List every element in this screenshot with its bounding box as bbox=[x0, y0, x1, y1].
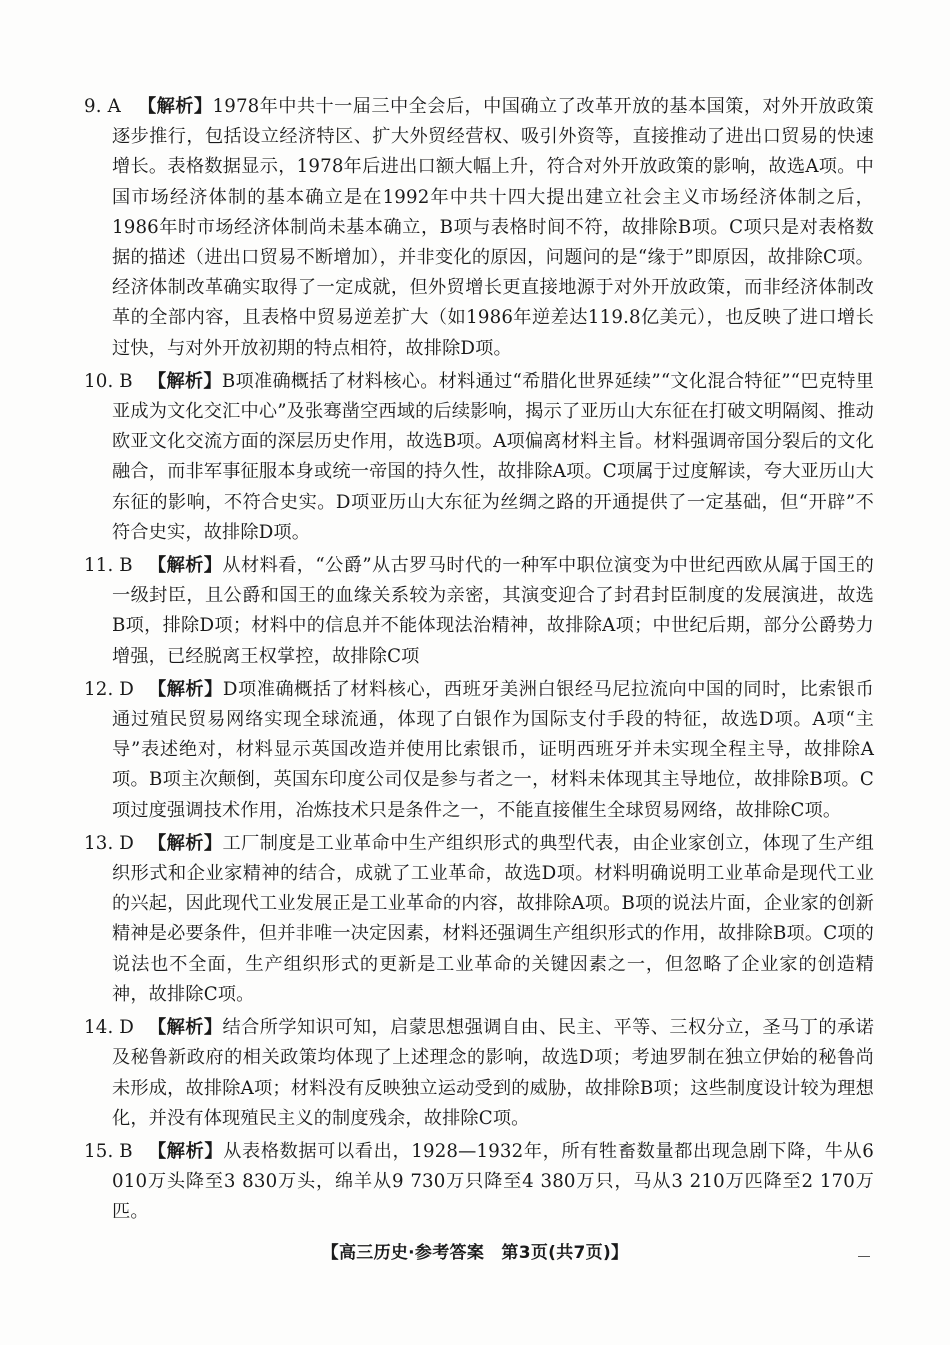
answer-body bbox=[112, 367, 874, 548]
analysis-label: 【解析】 bbox=[148, 678, 223, 700]
analysis-label: 【解析】 bbox=[148, 555, 223, 577]
answer-number: 12. D bbox=[84, 678, 135, 700]
analysis-text: B项准确概括了材料核心。材料通过“希腊化世界延续”“文化混合特征”“巴克特里亚成为文化交汇中心”及张骞凿空西域的后续影响，揭示了亚历山大东征在打破文明隔阂、推动欧亚文化交流方面的深层历史作用，故选B项。A项偏离材料主旨。材料强调帝国分裂后的文化融合，而非军事征服本身或统一帝国的持久性，故排除A项。C项属于过度解读，夸大亚历山大东征的影响，不符合史实。D项亚历山大东征为丝绸之路的开通提供了一定基础，但“开辟”不符合史实，故排除D项。 bbox=[112, 370, 874, 543]
answer-item-14 bbox=[84, 1013, 874, 1134]
answer-body bbox=[112, 1013, 874, 1134]
answer-body bbox=[112, 551, 874, 672]
answer-list bbox=[84, 92, 874, 1231]
answer-number: 11. B bbox=[84, 555, 133, 577]
answer-number: 10. B bbox=[84, 370, 133, 392]
analysis-label: 【解析】 bbox=[138, 96, 213, 117]
answer-item-13 bbox=[84, 829, 874, 1010]
answer-item-9 bbox=[84, 92, 874, 364]
answer-body bbox=[112, 675, 874, 826]
page-footer: 【高三历史·参考答案 第3页(共7页)】 bbox=[321, 1243, 629, 1263]
answer-body bbox=[112, 92, 874, 364]
answer-item-15 bbox=[84, 1137, 874, 1228]
answer-item-11 bbox=[84, 551, 874, 672]
analysis-label: 【解析】 bbox=[148, 832, 223, 854]
answer-number: 15. B bbox=[84, 1140, 133, 1162]
analysis-label: 【解析】 bbox=[148, 1017, 223, 1039]
analysis-text: D项准确概括了材料核心，西班牙美洲白银经马尼拉流向中国的同时，比索银币通过殖民贸易网络实现全球流通，体现了白银作为国际支付手段的特征，故选D项。A项“主导”表述绝对，材料显示英国改造并使用比索银币，证明西班牙并未实现全程主导，故排除A项。B项主次颠倒，英国东印度公司仅是参与者之一，材料未体现其主导地位，故排除B项。C项过度强调技术作用，冶炼技术只是条件之一，不能直接催生全球贸易网络，故排除C项。 bbox=[112, 678, 874, 821]
analysis-text: 结合所学知识可知，启蒙思想强调自由、民主、平等、三权分立，圣马丁的承诺及秘鲁新政府的相关政策均体现了上述理念的影响，故选D项；考迪罗制在独立伊始的秘鲁尚未形成，故排除A项；材料没有反映独立运动受到的威胁，故排除B项；这些制度设计较为理想化，并没有体现殖民主义的制度残余，故排除C项。 bbox=[112, 1017, 874, 1129]
analysis-label: 【解析】 bbox=[148, 1140, 224, 1162]
answer-item-12 bbox=[84, 675, 874, 826]
analysis-text: 1978年中共十一届三中全会后，中国确立了改革开放的基本国策，对外开放政策逐步推行，包括设立经济特区、扩大外贸经营权、吸引外资等，直接推动了进出口贸易的快速增长。表格数据显示，1978年后进出口额大幅上升，符合对外开放政策的影响，故选A项。中国市场经济体制的基本确立是在1992年中共十四大提出建立社会主义市场经济体制之后，1986年时市场经济体制尚未基本确立，B项与表格时间不符，故排除B项。C项只是对表格数据的描述（进出口贸易不断增加），并非变化的原因，问题问的是“缘于”即原因，故排除C项。经济体制改革确实取得了一定成就，但外贸增长更直接地源于对外开放政策，而非经济体制改革的全部内容，且表格中贸易逆差扩大（如1986年逆差达119.8亿美元），也反映了进口增长过快，与对外开放初期的特点相符，故排除D项。 bbox=[112, 96, 874, 359]
analysis-text: 工厂制度是工业革命中生产组织形式的典型代表，由企业家创立，体现了生产组织形式和企业家精神的结合，成就了工业革命，故选D项。材料明确说明工业革命是现代工业的兴起，因此现代工业发展正是工业革命的内容，故排除A项。B项的说法片面，企业家的创新精神是必要条件，但并非唯一决定因素，材料还强调生产组织形式的作用，故排除B项。C项的说法也不全面，生产组织形式的更新是工业革命的关键因素之一，但忽略了企业家的创造精神，故排除C项。 bbox=[112, 832, 874, 1005]
analysis-text: 从表格数据可以看出，1928—1932年，所有牲畜数量都出现急剧下降，牛从6 010万头降至3 830万头，绵羊从9 730万只降至4 380万只，马从3 210万匹降至2 170万匹。 bbox=[112, 1140, 874, 1223]
analysis-label: 【解析】 bbox=[148, 370, 222, 392]
answer-number: 14. D bbox=[84, 1017, 135, 1039]
corner-dash bbox=[858, 1256, 870, 1257]
answer-number: 9. A bbox=[84, 96, 121, 117]
answer-item-10 bbox=[84, 367, 874, 548]
answer-body bbox=[112, 1137, 874, 1228]
answer-body bbox=[112, 829, 874, 1010]
analysis-text: 从材料看，“公爵”从古罗马时代的一种军中职位演变为中世纪西欧从属于国王的一级封臣，且公爵和国王的血缘关系较为亲密，其演变迎合了封君封臣制度的发展演进，故选B项，排除D项；材料中的信息并不能体现法治精神，故排除A项；中世纪后期，部分公爵势力增强，已经脱离王权掌控，故排除C项 bbox=[112, 555, 874, 667]
answer-number: 13. D bbox=[84, 832, 135, 854]
